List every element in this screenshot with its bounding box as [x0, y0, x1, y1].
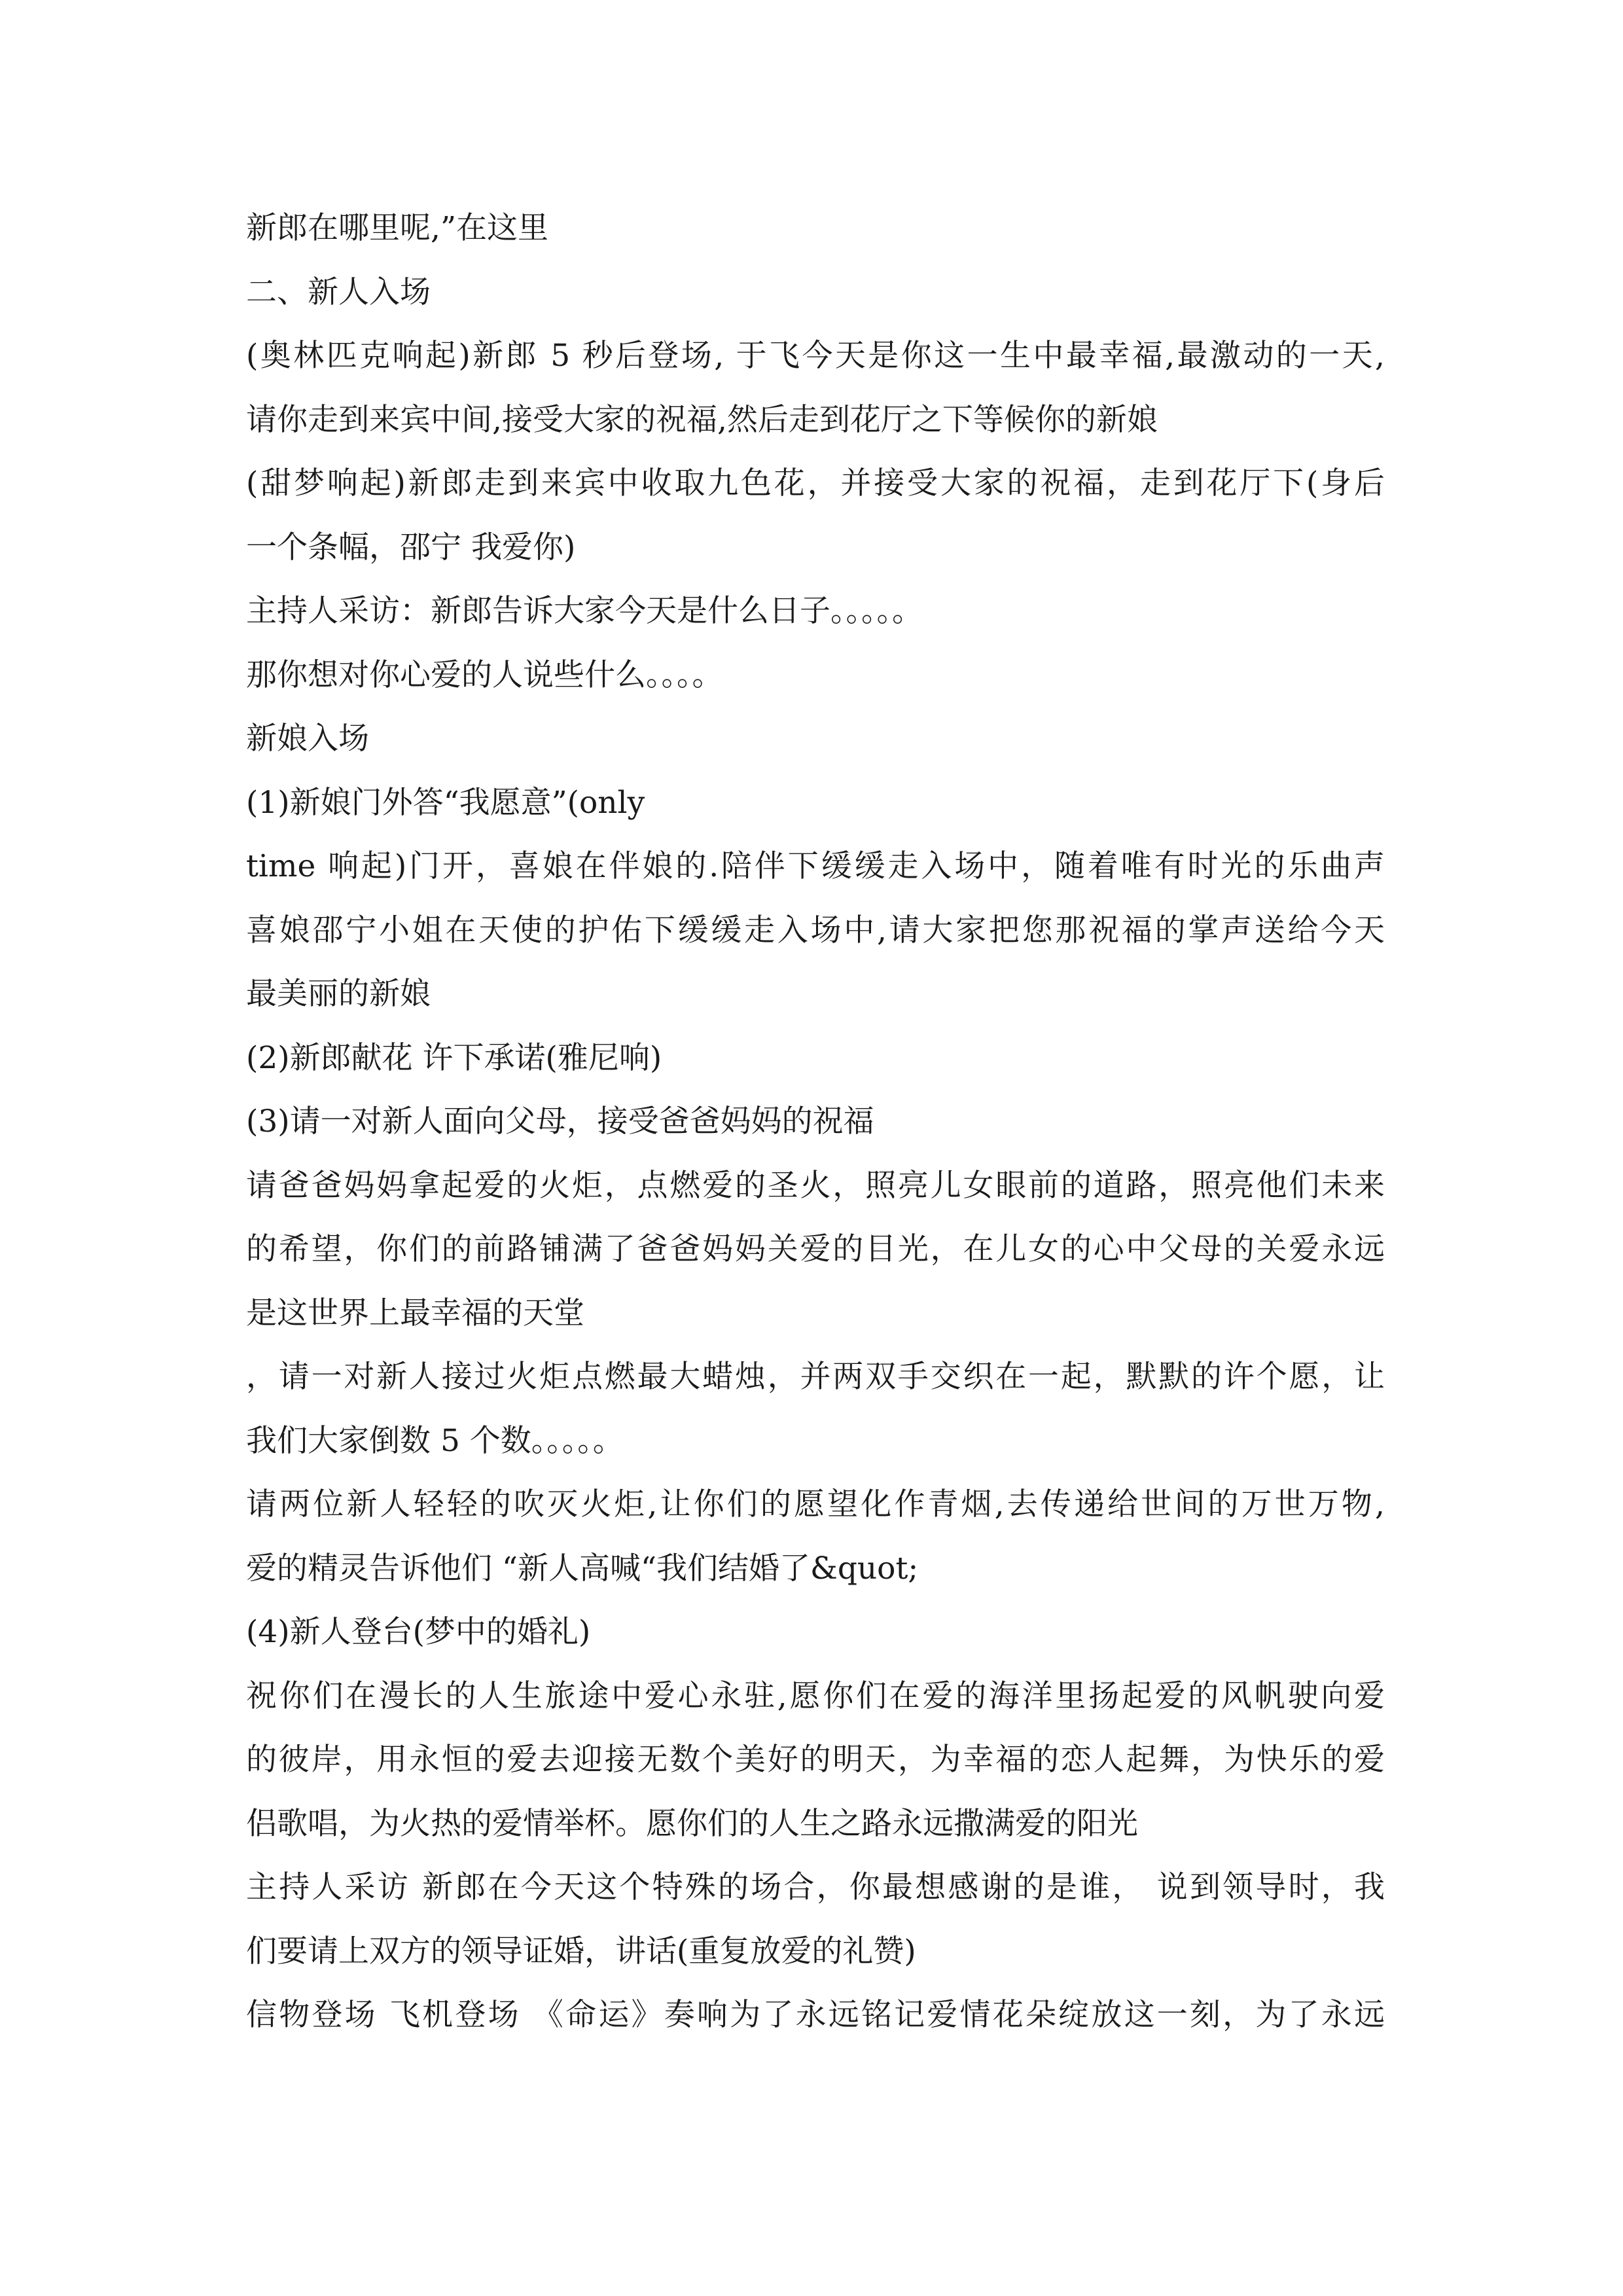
text-line: (3)请一对新人面向父母，接受爸爸妈妈的祝福	[246, 1103, 874, 1139]
text-line: 是这世界上最幸福的天堂	[246, 1295, 584, 1331]
text-line: 主持人采访：新郎告诉大家今天是什么日子。。。。。	[246, 593, 923, 629]
text-line: (奥林匹克响起)新郎 5 秒后登场, 于飞今天是你这一生中最幸福,最激动的一天,	[246, 338, 1385, 374]
text-line: 那你想对你心爱的人说些什么。。。。	[246, 656, 723, 693]
text-line: 一个条幅，邵宁 我爱你)	[246, 529, 576, 565]
text-line: 请爸爸妈妈拿起爱的火炬，点燃爱的圣火，照亮儿女眼前的道路，照亮他们未来	[246, 1167, 1385, 1204]
text-line: 新郎在哪里呢,”在这里	[246, 210, 548, 246]
text-line: 请两位新人轻轻的吹灭火炬,让你们的愿望化作青烟,去传递给世间的万世万物,	[246, 1486, 1385, 1522]
text-line: 二、新人入场	[246, 274, 431, 310]
text-line: (2)新郎献花 许下承诺(雅尼响)	[246, 1039, 662, 1076]
text-line: (甜梦响起)新郎走到来宾中收取九色花，并接受大家的祝福，走到花厅下(身后	[246, 465, 1385, 501]
text-line: ，请一对新人接过火炬点燃最大蜡烛，并两双手交织在一起，默默的许个愿，让	[246, 1359, 1385, 1395]
text-line: 祝你们在漫长的人生旅途中爱心永驻,愿你们在爱的海洋里扬起爱的风帆驶向爱	[246, 1677, 1385, 1714]
text-line: time 响起)门开，喜娘在伴娘的.陪伴下缓缓走入场中，随着唯有时光的乐曲声	[246, 848, 1385, 884]
text-line: 信物登场 飞机登场 《命运》奏响为了永远铭记爱情花朵绽放这一刻，为了永远	[246, 1997, 1385, 2033]
text-line: 的希望，你们的前路铺满了爸爸妈妈关爱的目光，在儿女的心中父母的关爱永远	[246, 1231, 1385, 1267]
text-line: 喜娘邵宁小姐在天使的护佑下缓缓走入场中,请大家把您那祝福的掌声送给今天	[246, 912, 1385, 948]
text-line: 的彼岸，用永恒的爱去迎接无数个美好的明天，为幸福的恋人起舞，为快乐的爱	[246, 1742, 1385, 1778]
text-line: (4)新人登台(梦中的婚礼)	[246, 1614, 591, 1650]
text-line: 最美丽的新娘	[246, 976, 431, 1012]
text-line: 新娘入场	[246, 721, 369, 757]
text-line: 爱的精灵告诉他们 “新人高喊“我们结婚了&quot;	[246, 1550, 919, 1587]
text-line: 们要请上双方的领导证婚，讲话(重复放爱的礼赞)	[246, 1933, 916, 1969]
text-line: 侣歌唱，为火热的爱情举杯。愿你们的人生之路永远撒满爱的阳光	[246, 1805, 1138, 1842]
text-line: (1)新娘门外答“我愿意”(only	[246, 784, 645, 821]
text-line: 我们大家倒数 5 个数。。。。。	[246, 1422, 624, 1459]
text-line: 主持人采访 新郎在今天这个特殊的场合，你最想感谢的是谁， 说到领导时，我	[246, 1869, 1385, 1905]
text-line: 请你走到来宾中间,接受大家的祝福,然后走到花厅之下等候你的新娘	[246, 401, 1158, 438]
document-body	[246, 196, 1385, 2047]
